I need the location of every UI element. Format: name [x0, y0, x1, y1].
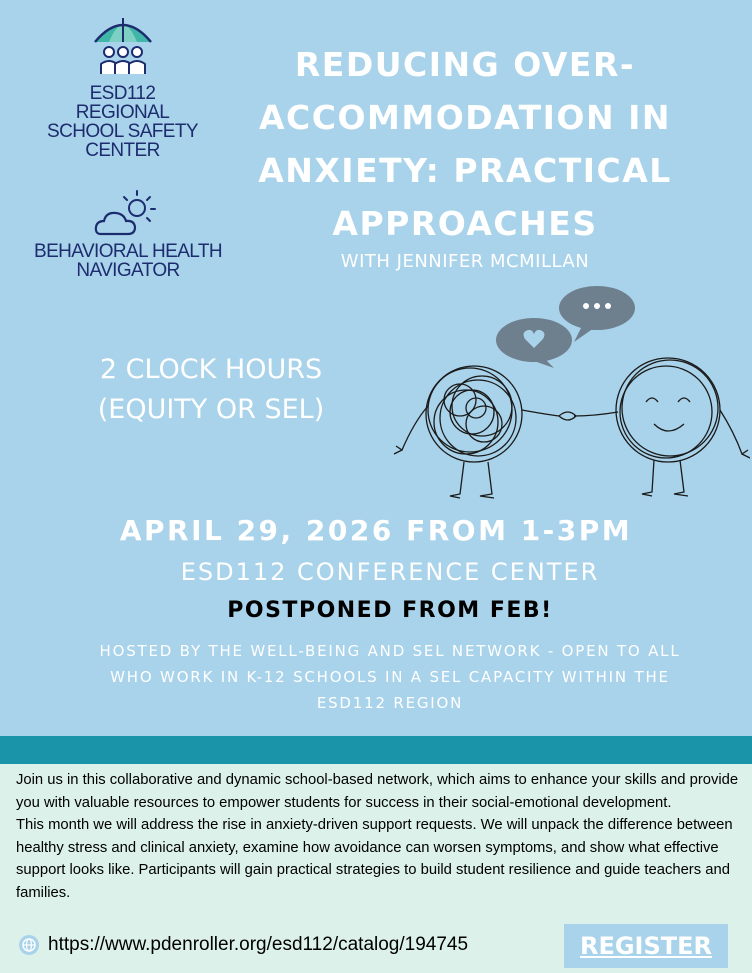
globe-icon: [18, 934, 40, 956]
calm-smiling-character: [559, 358, 750, 496]
umbrella-people-icon: [91, 14, 155, 78]
description-paragraph: This month we will address the rise in anxiety-driven support requests. We will unpack the difference between healthy stress and clinical anxiety, examine how avoidance can worsen symptoms, and show what effective support looks like. Participants will gain practical strategies to build student resilience and guide teachers and families.: [16, 817, 733, 901]
hosted-by-text: HOSTED BY THE WELL-BEING AND SEL NETWORK - OPEN TO ALL WHO WORK IN K-12 SCHOOLS IN A SEL CAPACITY WITHIN THE ESD112 REGION: [99, 642, 681, 712]
divider-band: [0, 736, 752, 764]
event-date: APRIL 29, 2026 FROM 1-3PM: [119, 514, 633, 547]
event-title: REDUCING OVER-ACCOMMODATION IN ANXIETY: PRACTICAL APPROACHES: [258, 45, 672, 243]
logo-line: ESD112: [89, 83, 156, 104]
school-safety-center-logo: [40, 14, 205, 160]
navigator-name: [28, 242, 228, 280]
event-description: [16, 769, 742, 904]
logo-line: SCHOOL SAFETY: [47, 121, 198, 142]
description-paragraph: Join us in this collaborative and dynamic school-based network, which aims to enhance your skills and provide you with valuable resources to empower students for success in their social-emotional development.: [16, 772, 739, 811]
postponed-notice: POSTPONED FROM FEB!: [227, 598, 553, 623]
cloud-sun-icon: [93, 188, 163, 240]
logo-line: REGIONAL: [75, 102, 170, 123]
logo-line: CENTER: [85, 140, 160, 161]
anxious-and-calm-friends-illustration: [384, 282, 750, 512]
logo-line: BEHAVIORAL HEALTH: [34, 241, 222, 262]
logo-line: NAVIGATOR: [76, 260, 180, 281]
safety-center-name: [40, 84, 205, 160]
behavioral-health-navigator-logo: [28, 188, 228, 280]
clock-hours-line: 2 CLOCK HOURS: [99, 354, 323, 385]
speech-bubble-heart-icon: [496, 318, 572, 368]
registration-link-row: [18, 928, 468, 962]
tangled-scribble-character: [394, 366, 559, 498]
catalog-url-link[interactable]: https://www.pdenroller.org/esd112/catalog/194745: [48, 934, 469, 955]
clock-hours-category: (EQUITY OR SEL): [97, 394, 325, 425]
event-venue: ESD112 CONFERENCE CENTER: [180, 558, 600, 586]
presenter-line: WITH JENNIFER MCMILLAN: [340, 251, 590, 272]
clock-hours: [76, 350, 346, 430]
speech-bubble-dots-icon: [559, 286, 635, 342]
register-button[interactable]: REGISTER: [564, 924, 728, 968]
